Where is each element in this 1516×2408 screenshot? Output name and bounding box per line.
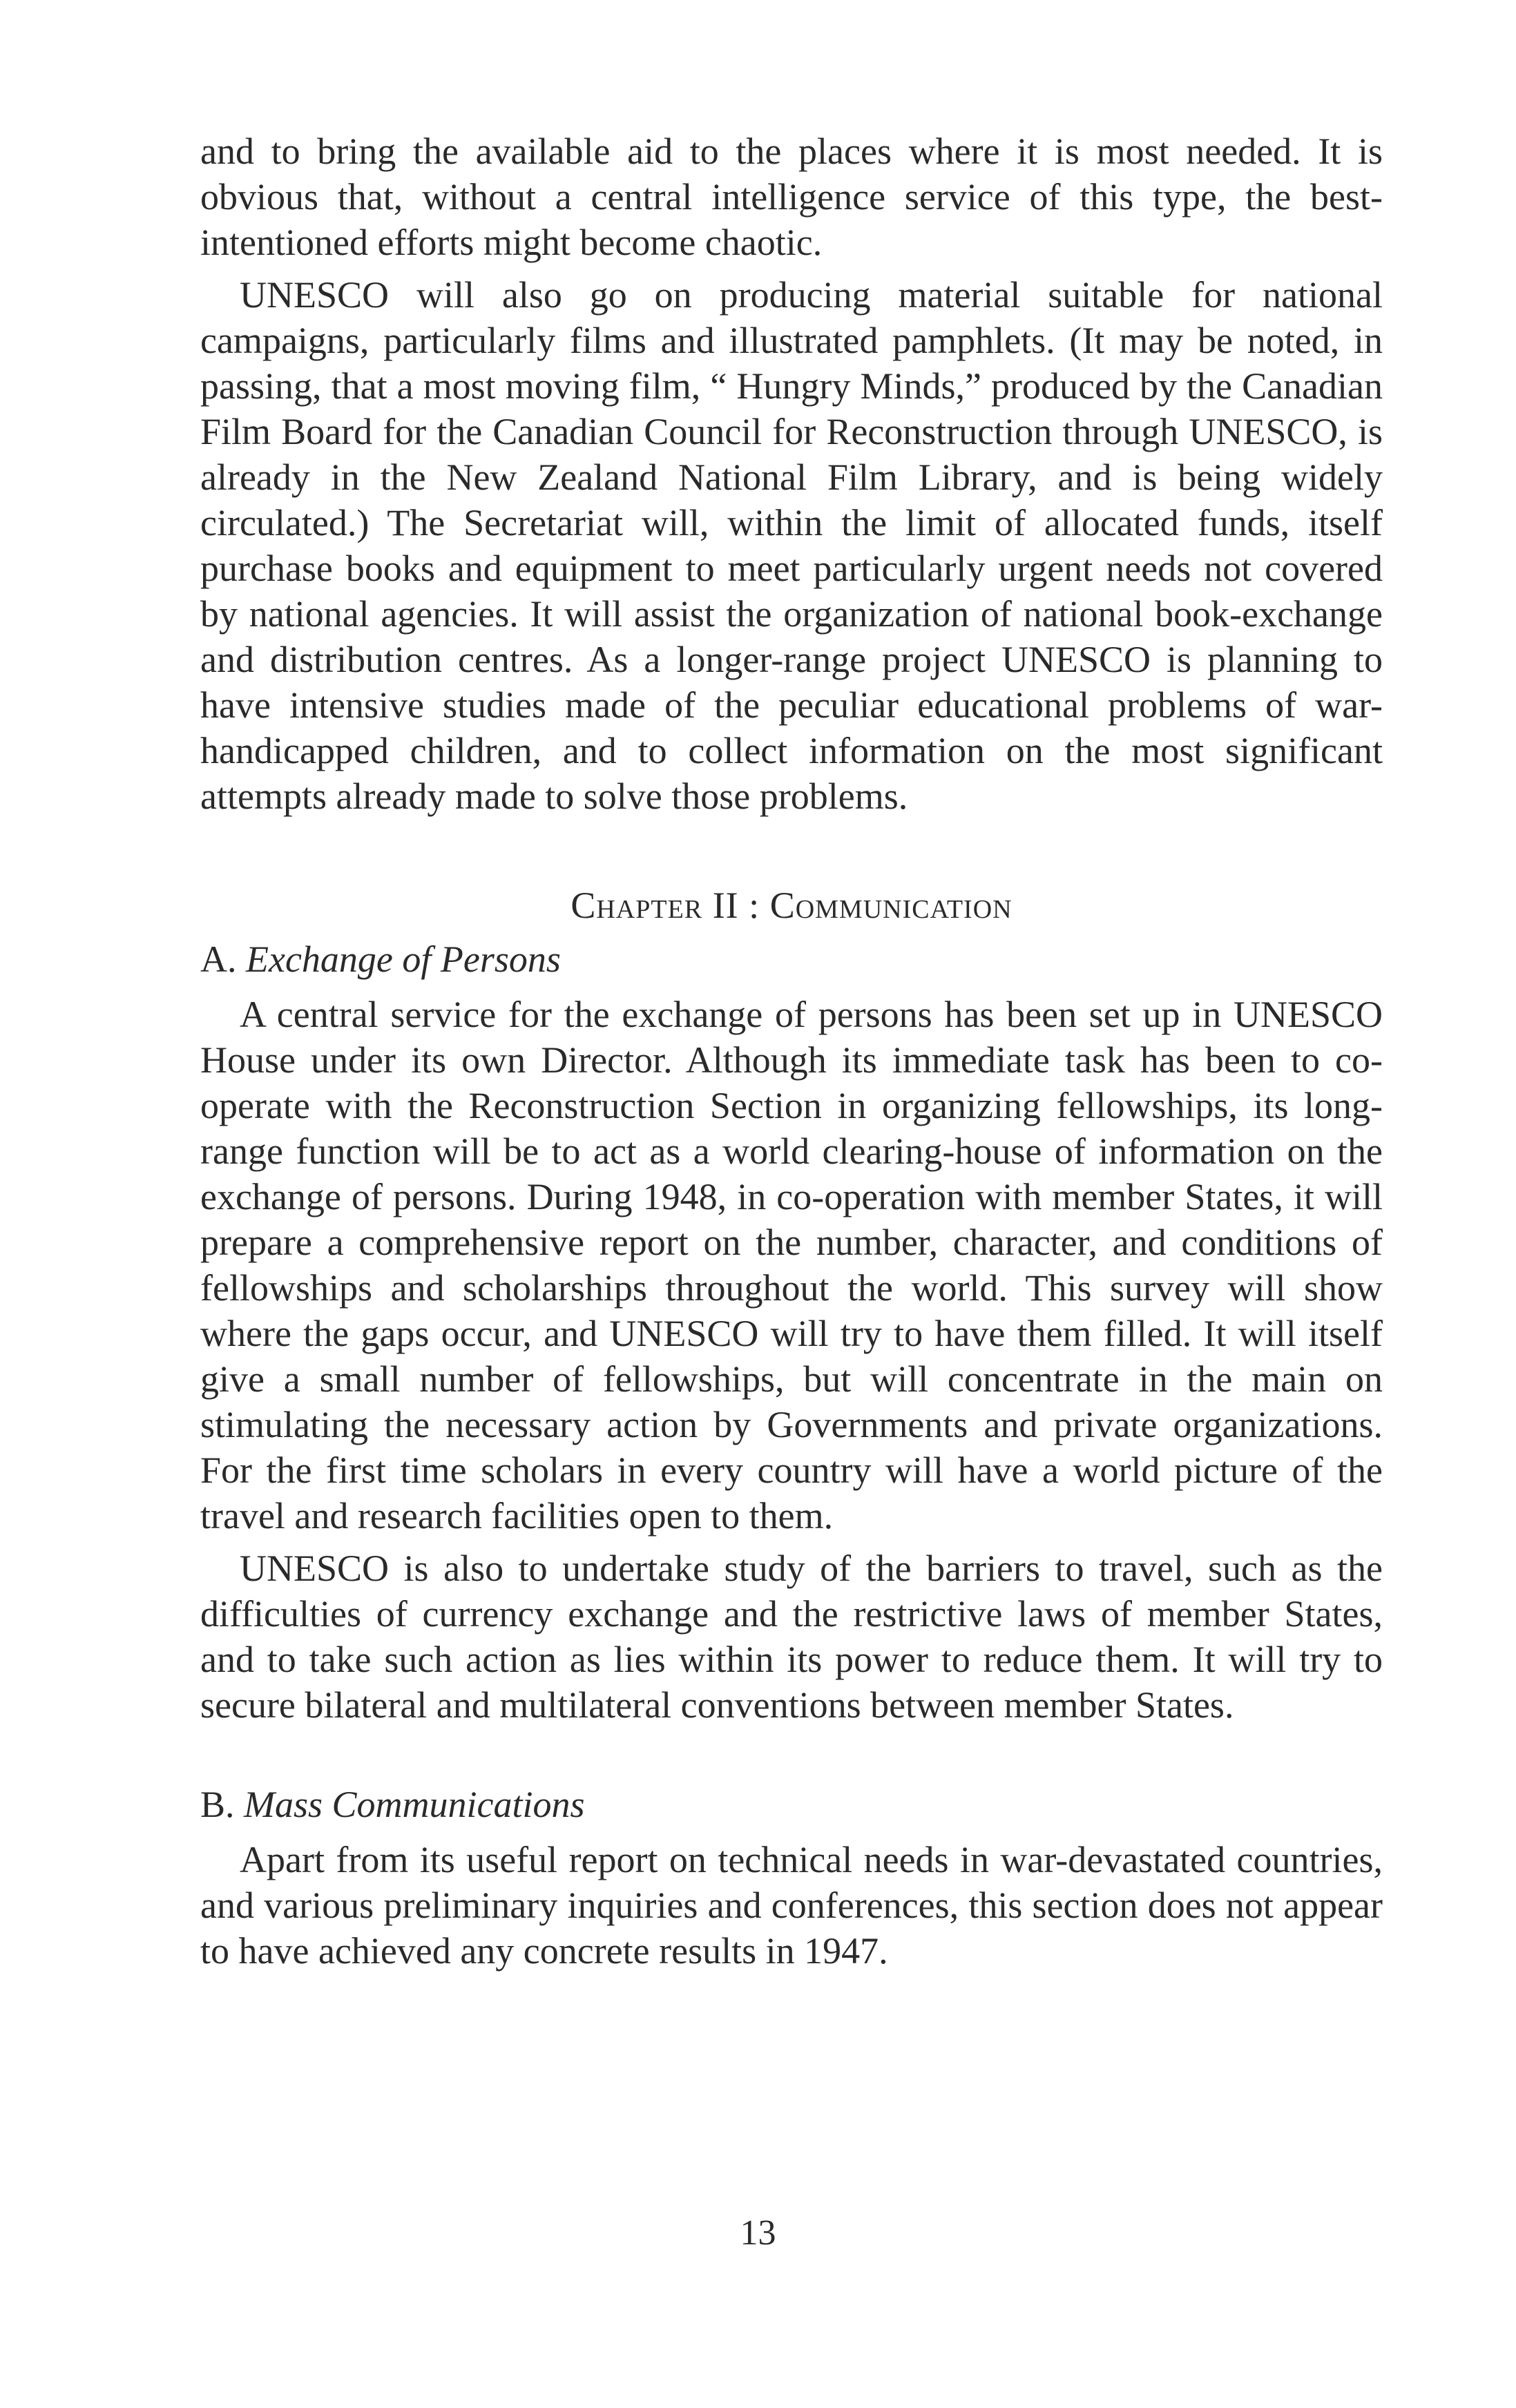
section-a-paragraph-1: A central service for the exchange of persons has been set up in UNESCO House under its own Director. Although its immediate task has been to co-operate with the Reconstruction Section in organizing fellowships, its long-range function will be to act as a world clearing-house of information on the exchange of persons. During 1948, in co-operation with member States, it will prepare a comprehensive report on the number, character, and conditions of fellowships and scholarships throughout the world. This survey will show where the gaps occur, and UNESCO will try to have them filled. It will itself give a small number of fellowships, but will concentrate in the main on stimulating the necessary action by Governments and private organizations. For the first time scholars in every country will have a world picture of the travel and research facilities open to them. [200, 994, 1383, 1537]
section-heading-b [200, 1782, 1383, 1827]
section-heading-a [200, 936, 1383, 982]
page-body [200, 128, 1383, 1974]
chapter-label: Chapter II [570, 885, 739, 926]
section-b-title: Mass Communications [244, 1784, 585, 1825]
section-b-paragraph-1: Apart from its useful report on technical needs in war-devastated countries, and various preliminary inquiries and conferences, this section does not appear to have achieved any concrete results in 1947. [200, 1839, 1383, 1972]
intro-paragraph-materials: UNESCO will also go on producing material suitable for national campaigns, particularly films and illustrated pamphlets. (It may be noted, in passing, that a most moving film, “ Hungry Minds,” produced by the Canadian Film Board for the Canadian Council for Reconstruction through UNESCO, is already in the New Zealand National Film Library, and is being widely circulated.) The Secretariat will, within the limit of allocated funds, itself purchase books and equipment to meet particularly urgent needs not covered by national agencies. It will assist the organization of national book-exchange and distribution centres. As a longer-range project UNESCO is planning to have intensive studies made of the peculiar educational problems of war-handicapped children, and to collect information on the most significant attempts already made to solve those problems. [200, 274, 1383, 817]
section-a-paragraph-2: UNESCO is also to undertake study of the barriers to travel, such as the difficulties of currency exchange and the restrictive laws of member States, and to take such action as lies within its power to reduce them. It will try to secure bilateral and multilateral conventions between member States. [200, 1548, 1383, 1726]
page-number: 13 [740, 2213, 776, 2253]
chapter-separator: : [738, 885, 770, 926]
section-a-title: Exchange of Persons [246, 938, 561, 980]
section-b-letter: B. [200, 1784, 235, 1825]
chapter-title: Communication [769, 885, 1013, 926]
section-a-letter: A. [200, 938, 237, 980]
intro-paragraph-continued: and to bring the available aid to the places where it is most needed. It is obvious that, without a central intelligence service of this type, the best-intentioned efforts might become chaotic. [200, 131, 1383, 263]
chapter-heading [200, 883, 1383, 928]
